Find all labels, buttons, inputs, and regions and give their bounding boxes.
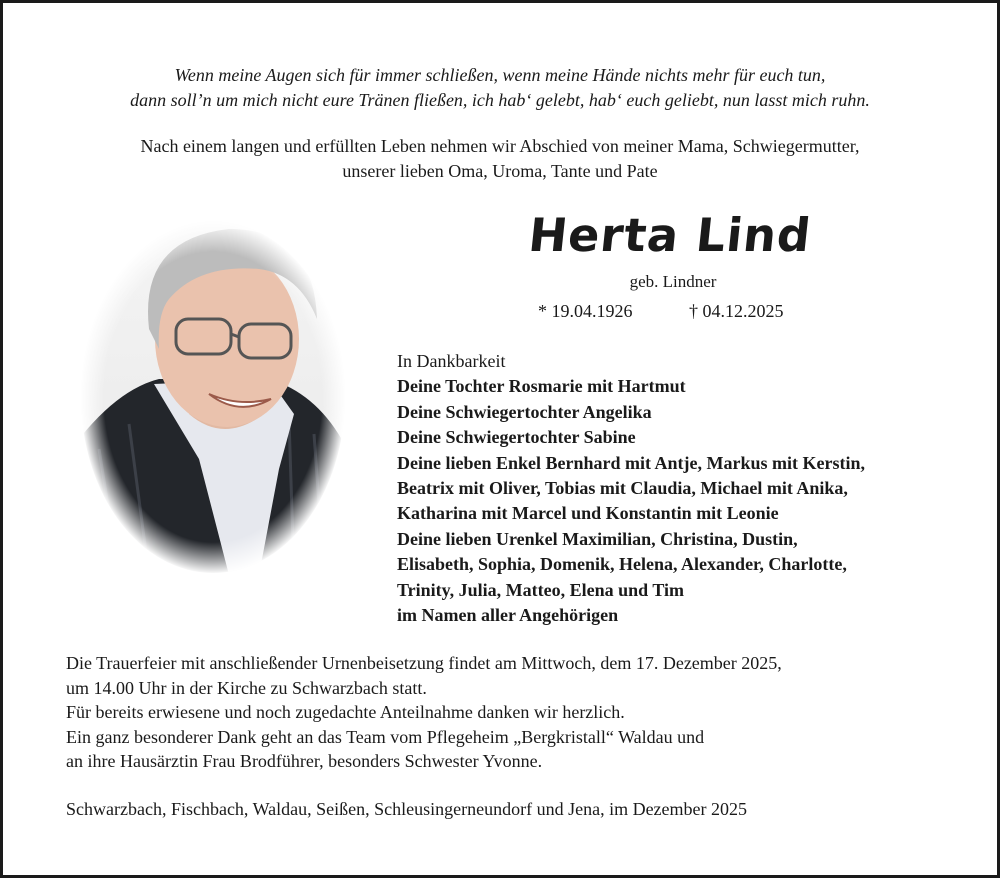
portrait-photo [79, 219, 347, 575]
funeral-line: Die Trauerfeier mit anschließender Urnenbeisetzung findet am Mittwoch, dem 17. Dezember 2025, [66, 653, 782, 673]
mourner-line: Trinity, Julia, Matteo, Elena und Tim [397, 579, 685, 600]
poem-line: Wenn meine Augen sich für immer schließen, wenn meine Hände nichts mehr für euch tun, [174, 65, 826, 85]
funeral-line: Ein ganz besonderer Dank geht an das Team vom Pflegeheim „Bergkristall“ Waldau und [66, 726, 705, 747]
poem-line: dann soll’n um mich nicht eure Tränen fließen, ich hab‘ gelebt, hab‘ euch geliebt, nun lasst mich ruhn. [130, 90, 870, 110]
funeral-details [66, 651, 782, 774]
mourner-line: Deine lieben Urenkel Maximilian, Christina, Dustin, [397, 528, 798, 549]
mourner-line: Katharina mit Marcel und Konstantin mit Leonie [397, 503, 779, 524]
funeral-line: an ihre Hausärztin Frau Brodführer, besonders Schwester Yvonne. [66, 751, 543, 771]
deceased-name: Herta Lind [526, 208, 814, 262]
funeral-line: Für bereits erwiesene und noch zugedachte Anteilnahme danken wir herzlich. [66, 702, 625, 722]
mourner-line: im Namen aller Angehörigen [397, 605, 619, 626]
mourner-line: Deine Tochter Rosmarie mit Hartmut [397, 376, 686, 397]
birth-name: geb. Lindner [629, 272, 717, 291]
mourner-line: Elisabeth, Sophia, Domenik, Helena, Alexander, Charlotte, [397, 554, 847, 575]
intro-line: Nach einem langen und erfüllten Leben nehmen wir Abschied von meiner Mama, Schwiegermutter, [140, 136, 860, 156]
intro-line: unserer lieben Oma, Uroma, Tante und Pate [342, 161, 658, 181]
mourners-lead: In Dankbarkeit [397, 351, 506, 371]
mourners-list [397, 349, 865, 628]
funeral-line: um 14.00 Uhr in der Kirche zu Schwarzbach statt. [66, 677, 427, 698]
mourner-line: Deine lieben Enkel Bernhard mit Antje, Markus mit Kerstin, [397, 452, 865, 473]
mourner-line: Deine Schwiegertochter Angelika [397, 401, 652, 422]
intro-text [3, 134, 997, 184]
birth-date: * 19.04.1926 [538, 301, 633, 321]
mourner-line: Deine Schwiegertochter Sabine [397, 427, 636, 448]
place-and-date: Schwarzbach, Fischbach, Waldau, Seißen, Schleusingerneundorf und Jena, im Dezember 2025 [66, 799, 748, 819]
poem [3, 63, 997, 113]
death-date: † 04.12.2025 [689, 301, 784, 321]
mourner-line: Beatrix mit Oliver, Tobias mit Claudia, Michael mit Anika, [397, 478, 848, 499]
